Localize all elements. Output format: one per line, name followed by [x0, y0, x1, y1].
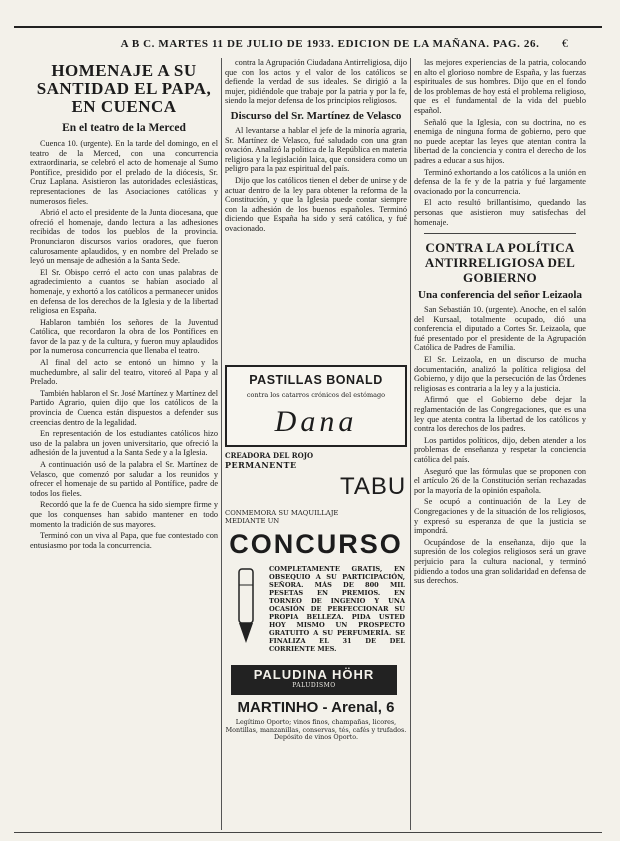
top-rule: [14, 26, 602, 28]
ad-pastillas-bonald: [225, 365, 407, 447]
paragraph: Aseguró que las fórmulas que se proponen con el artículo 26 de la Constitución serían rechazadas por la mayoría de la opinión española.: [414, 466, 586, 495]
paragraph: El acto resultó brillantísimo, quedando las personas que asistieron muy satisfechas del homenaje.: [414, 198, 586, 227]
article-subtitle: Una conferencia del señor Leizaola: [418, 289, 582, 302]
paragraph: Recordó que la fe de Cuenca ha sido siempre firme y que los conquenses han sabido mantener en todo momento la tradición de sus mayores.: [30, 500, 218, 529]
section-title: Discurso del Sr. Martínez de Velasco: [230, 109, 402, 122]
ad-tabu: [225, 451, 407, 661]
fountain-pen-icon: [229, 567, 263, 647]
paragraph: San Sebastián 10. (urgente). Anoche, en el salón del Kursaal, totalmente ocupado, dió una conferencia el diputado a Cortes Sr. Leizaola, que fué presentado por el presidente de la Agrupación Católica de Padres de Familia.: [414, 305, 586, 353]
ad-paludina: [231, 665, 397, 695]
paragraph: En representación de los estudiantes católicos hizo uso de la palabra un joven universitario, que ofreció la adhesión de la juventud a la Santa Sede y a la Iglesia.: [30, 429, 218, 458]
page-mark: €: [562, 36, 568, 50]
article-subtitle: En el teatro de la Merced: [62, 122, 186, 134]
ad-tabu-logo: TABU: [340, 473, 407, 500]
paragraph: Dijo que los católicos tienen el deber de unirse y de actuar dentro de la ley para obtener la reforma de la Constitución, y que la Iglesia puede contar siempre con la adhesión de los buenos españoles. Terminó diciendo que España ha sido y será católica, y fué ovacionado.: [225, 175, 407, 233]
ad-martinho-title: MARTINHO - Arenal, 6: [237, 699, 395, 716]
ad-concurso-title: CONCURSO: [229, 529, 403, 559]
column-3: [414, 58, 586, 830]
ad-tabu-line2: PERMANENTE: [225, 460, 297, 470]
ad-dana-logo: Dana: [274, 405, 358, 438]
page-header: A B C. MARTES 11 DE JULIO DE 1933. EDICION DE LA MAÑANA. PAG. 26.: [120, 38, 540, 50]
paragraph: Afirmó que el Gobierno debe dejar la reglamentación de las Congregaciones, que es una ley que atenta contra la libertad de los católicos y contra los derechos de los padres.: [414, 395, 586, 434]
ad-bonald-subtitle: contra los catarros crónicos del estómago: [246, 391, 386, 399]
paragraph: También hablaron el Sr. José Martínez y Martínez del Partido Agrario, quien dijo que los católicos de la provincia de Cuenca están dispuestos a defender sus creencias dentro de la legalidad.: [30, 388, 218, 427]
paragraph: Hablaron también los señores de la Juventud Católica, que recordaron la obra de los Pontífices en favor de la paz y de la cultura, y fueron muy aplaudidos por la numerosa concurrencia que llenaba el teatro.: [30, 317, 218, 356]
bottom-rule: [14, 832, 602, 833]
section-divider: [424, 233, 576, 234]
paragraph: Terminó con un viva al Papa, que fue contestado con entusiasmo por toda la concurrencia.: [30, 531, 218, 550]
paragraph: Los partidos políticos, dijo, deben atender a los problemas de enseñanza y respetar la conciencia católica del país.: [414, 435, 586, 464]
column-1: [30, 58, 218, 830]
ad-paludina-title: PALUDINA HÖHR: [253, 667, 375, 682]
paragraph: Cuenca 10. (urgente). En la tarde del domingo, en el teatro de la Merced, con una concurrencia extraordinaria, se celebró el acto de homenaje al Sumo Pontífice, presidido por el prelado de la diócesis, Sr. Cruz Laplana. Asistieron las autoridades eclesiásticas, representaciones de las Asociaciones católicas y numerosos fieles.: [30, 139, 218, 206]
paragraph: Terminó exhortando a los católicos a la unión en defensa de la fe y de la patria y fué largamente ovacionado por la concurrencia.: [414, 167, 586, 196]
ad-tabu-line1: CREADORA DEL ROJO: [225, 451, 314, 460]
column-2: [225, 58, 407, 358]
ad-concurso-text: COMPLETAMENTE GRATIS, EN OBSEQUIO A SU PARTICIPACIÓN, SEÑORA. MÁS DE 800 MIL PESETAS EN PREMIOS. EN TORNEO DE INGENIO Y UNA OCASIÓN DE PERFECCIONAR SU PROPIA BELLEZA. PIDA USTED HOY MISMO UN PROSPECTO GRATUITO A SU PERFUMERÍA. SE FINALIZA EL 31 DE DEL CORRIENTE MES.: [269, 565, 405, 653]
paragraph: Abrió el acto el presidente de la Junta diocesana, que ofreció el homenaje, dando lectura a las adhesiones recibidas de todos los pueblos de la provincia. Pronunciaron discursos varios oradores, que fueron calurosamente aplaudidos, y en nombre del Prelado se leyó un mensaje de adhesión a la Santa Sede.: [30, 208, 218, 266]
paragraph: Al final del acto se entonó un himno y la muchedumbre, al salir del teatro, vitoreó al Papa y al Prelado.: [30, 358, 218, 387]
ad-tabu-text: CONMEMORA SU MAQUILLAJE MEDIANTE UN: [225, 509, 339, 525]
advertisements: [225, 365, 407, 830]
paragraph: A continuación usó de la palabra el Sr. Martínez de Velasco, que comenzó por saludar a los reunidos y ofrecer el homenaje de su partido al Pontífice, padre de todos los fieles.: [30, 460, 218, 498]
paragraph: El Sr. Leizaola, en un discurso de mucha documentación, analizó la política religiosa del Gobierno, y dijo que la persecución de las Órdenes religiosas es contraria a la ley y a la justicia.: [414, 355, 586, 393]
ad-paludina-subtitle: PALUDISMO: [292, 682, 336, 689]
article-title: CONTRA LA POLÍTICA ANTIRRELIGIOSA DEL GOBIERNO: [424, 240, 576, 286]
paragraph: Al levantarse a hablar el jefe de la minoría agraria, Sr. Martínez de Velasco, fué saludado con una gran ovación. Analizó la política de la República en materia religiosa y la legislación laica, que considera como un peligro para la paz espiritual del país.: [225, 125, 407, 174]
paragraph: Ocupándose de la enseñanza, dijo que la supresión de los colegios religiosos será un grave perjuicio para la cultura nacional, y terminó pidiendo a todos una gran solidaridad en defensa de sus derechos.: [414, 537, 586, 586]
ad-bonald-title: PASTILLAS BONALD: [249, 373, 383, 387]
paragraph: las mejores experiencias de la patria, colocando en alto el glorioso nombre de España, y las fuerzas espirituales de sus hombres. Dijo que en el fondo de los problemas de hoy está el problema religioso, que es el fundamental de la vida del pueblo español.: [414, 58, 586, 115]
paragraph: contra la Agrupación Ciudadana Antirreligiosa, dijo que con los actos y el valor de los católicos se defiende la verdad de sus ideales. Se dirigió a la mujer, pidiéndole que trabaje por la patria y por la fe, siendo la mejor defensa de los principios religiosos.: [225, 58, 407, 106]
column-divider: [221, 58, 222, 830]
paragraph: El Sr. Obispo cerró el acto con unas palabras de agradecimiento a cuantos se habían asociado al homenaje, y exhortó a los católicos a permanecer unidos en defensa de los derechos de la Iglesia y de la libertad religiosa en España.: [30, 267, 218, 316]
paragraph: Señaló que la Iglesia, con su doctrina, no es enemiga de ninguna forma de gobierno, pero que no puede aceptar las leyes que atentan contra la libertad de la conciencia y contra el derecho de los padres a educar a sus hijos.: [414, 117, 586, 165]
paragraph: Se ocupó a continuación de la Ley de Congregaciones y de la situación de los religiosos, y expresó su esperanza de que la justicia se impondrá.: [414, 497, 586, 536]
article-title: HOMENAJE A SU SANTIDAD EL PAPA, EN CUENCA: [36, 61, 212, 116]
ad-martinho-text: Legítimo Oporto; vinos finos, champañas, licores, Montillas, manzanillas, conservas, tés, cafés y trufados. Depósito de vinos Oporto.: [225, 718, 407, 741]
column-divider: [410, 58, 411, 830]
